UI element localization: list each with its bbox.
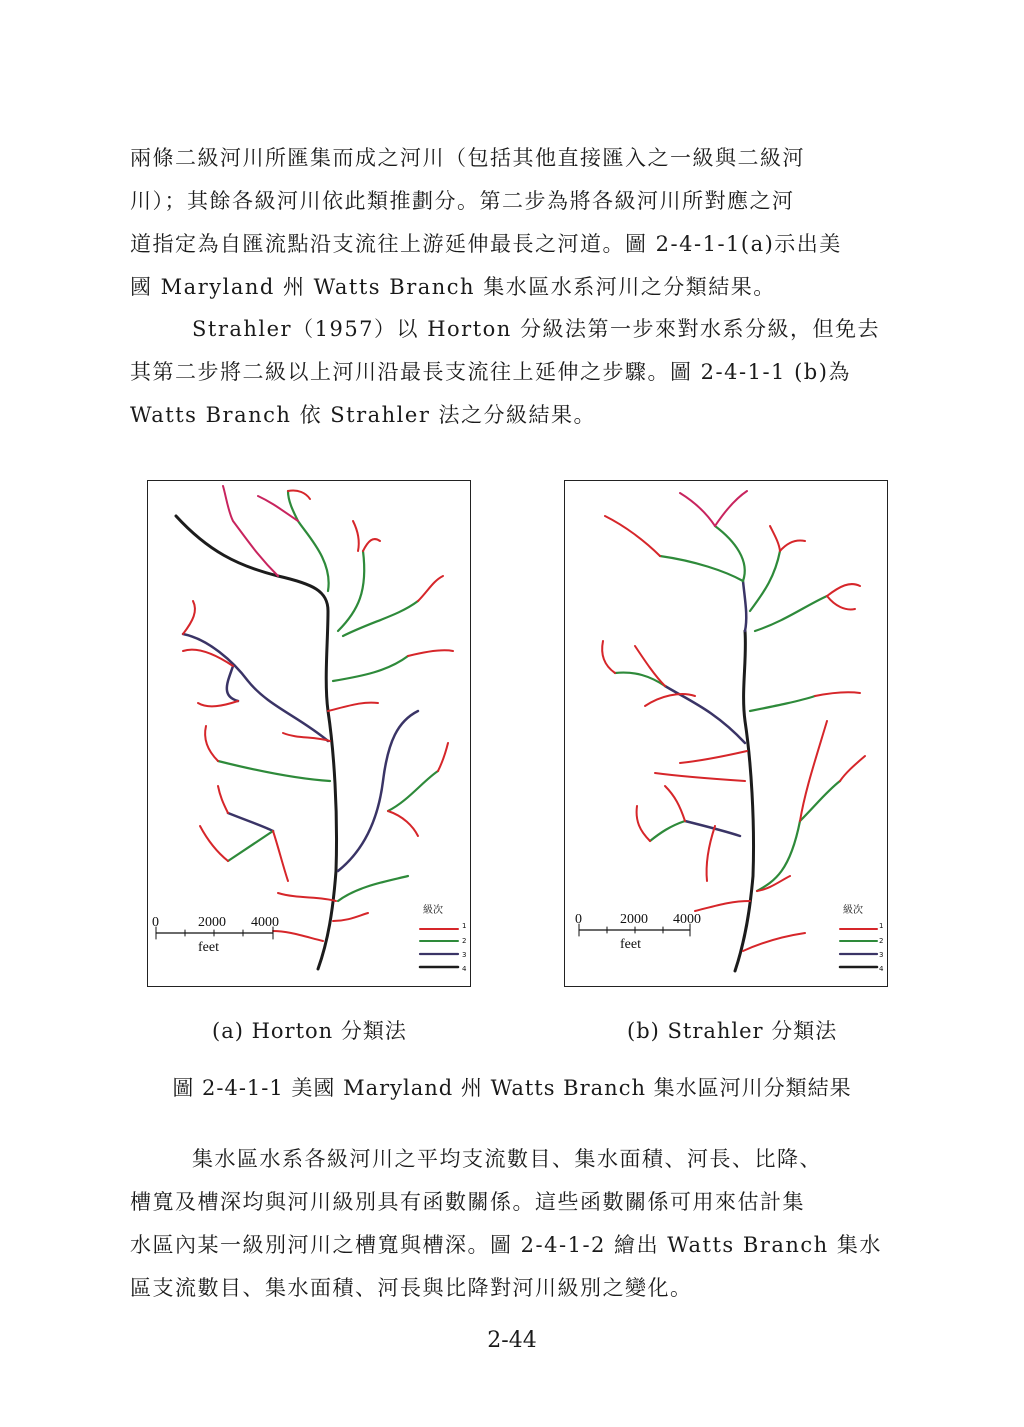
page-number: 2-44 xyxy=(487,1328,537,1353)
paragraph-line: 槽寬及槽深均與河川級別具有函數關係。這些函數關係可用來估計集 xyxy=(130,1190,805,1214)
scale-unit: feet xyxy=(620,937,641,952)
stream-order-1 xyxy=(288,490,310,499)
stream-order-1 xyxy=(602,641,615,673)
stream-order-1 xyxy=(353,521,359,551)
stream-order-1 xyxy=(273,931,323,941)
stream-order-2 xyxy=(388,771,438,811)
stream-order-1 xyxy=(363,539,380,551)
stream-order-1 xyxy=(183,601,195,634)
stream-order-2 xyxy=(650,821,685,841)
stream-order-3 xyxy=(743,581,746,631)
paragraph-line: 水區內某一級別河川之槽寬與槽深。圖 2-4-1-2 繪出 Watts Branch 集水 xyxy=(130,1233,882,1257)
stream-order-2 xyxy=(343,601,418,636)
legend-label: 2 xyxy=(879,937,884,945)
stream-order-2 xyxy=(338,551,364,631)
paragraph-line: 區支流數目、集水面積、河長與比降對河川級別之變化。 xyxy=(130,1276,693,1300)
subcaption-horton: (a) Horton 分類法 xyxy=(212,1019,407,1043)
stream-order-1 xyxy=(200,826,228,861)
legend-label: 2 xyxy=(462,937,467,945)
stream-order-1 xyxy=(333,913,368,921)
stream-order-2 xyxy=(333,656,408,681)
stream-order-1 xyxy=(715,491,747,526)
stream-order-1 xyxy=(635,646,665,686)
paragraph-3 xyxy=(130,1138,900,1310)
stream-order-3 xyxy=(338,711,418,871)
stream-order-1 xyxy=(408,650,453,656)
scale-label: 0 xyxy=(575,912,582,927)
stream-order-1 xyxy=(388,811,418,836)
figure-caption: 圖 2-4-1-1 美國 Maryland 州 Watts Branch 集水區河川分類結果 xyxy=(172,1076,852,1100)
stream-order-2 xyxy=(660,556,743,581)
legend-label: 1 xyxy=(462,922,467,930)
stream-order-1 xyxy=(637,806,650,841)
stream-order-3 xyxy=(183,634,328,741)
stream-order-1 xyxy=(273,831,288,881)
stream-order-1 xyxy=(695,901,750,911)
stream-order-1 xyxy=(605,516,660,556)
stream-order-1 xyxy=(655,773,745,781)
paragraph-line: Strahler（1957）以 Horton 分級法第一步來對水系分級，但免去 xyxy=(192,317,880,341)
stream-order-1 xyxy=(770,526,780,551)
legend-label: 4 xyxy=(879,965,884,973)
stream-order-4 xyxy=(176,516,337,969)
stream-order-2 xyxy=(288,491,329,591)
stream-order-2 xyxy=(750,696,815,711)
stream-order-2 xyxy=(750,551,780,611)
stream-order-1 xyxy=(218,786,228,813)
stream-order-1 xyxy=(827,584,860,596)
stream-order-2 xyxy=(755,596,827,631)
stream-order-2 xyxy=(228,831,273,861)
legend-label: 3 xyxy=(879,951,884,959)
paragraph-2 xyxy=(130,308,900,437)
paragraph-line: 其第二步將二級以上河川沿最長支流往上延伸之步驟。圖 2-4-1-1 (b)為 xyxy=(130,360,851,384)
stream-order-2 xyxy=(800,781,840,821)
paragraph-line: 道指定為自匯流點沿支流往上游延伸最長之河道。圖 2-4-1-1(a)示出美 xyxy=(130,232,842,256)
subcaption-strahler: (b) Strahler 分類法 xyxy=(627,1019,838,1043)
scale-label: 2000 xyxy=(198,915,226,930)
legend-title: 級次 xyxy=(423,905,443,916)
stream-order-1 xyxy=(815,692,860,696)
stream-order-1 xyxy=(665,786,685,821)
scale-label: 0 xyxy=(152,915,159,930)
stream-order-1 xyxy=(205,726,218,761)
paragraph-line: 兩條二級河川所匯集而成之河川（包括其他直接匯入之一級與二級河 xyxy=(130,146,805,170)
paragraph-line: 國 Maryland 州 Watts Branch 集水區水系河川之分類結果。 xyxy=(130,275,776,299)
stream-order-1 xyxy=(707,826,715,881)
stream-order-2 xyxy=(218,761,330,781)
stream-order-1 xyxy=(328,703,378,711)
stream-order-1 xyxy=(438,743,448,771)
paragraph-line: 集水區水系各級河川之平均支流數目、集水面積、河長、比降、 xyxy=(192,1147,822,1171)
stream-order-2 xyxy=(338,876,408,901)
stream-order-2 xyxy=(715,526,745,581)
legend-label: 3 xyxy=(462,951,467,959)
stream-order-3 xyxy=(227,666,238,701)
stream-order-1 xyxy=(198,701,238,706)
stream-order-2 xyxy=(615,673,665,686)
stream-network-map-strahler xyxy=(565,481,887,986)
legend-label: 4 xyxy=(462,965,467,973)
stream-order-1 xyxy=(780,540,805,551)
legend-title: 級次 xyxy=(843,905,863,916)
stream-order-1 xyxy=(840,756,865,781)
figure-panel-horton xyxy=(147,480,471,987)
stream-network-map-horton xyxy=(148,481,470,986)
stream-order-1 xyxy=(680,493,715,526)
stream-order-4 xyxy=(735,631,754,971)
scale-label: 4000 xyxy=(251,915,279,930)
stream-order-1 xyxy=(418,576,443,601)
scale-label: 4000 xyxy=(673,912,701,927)
stream-order-2 xyxy=(757,821,800,891)
paragraph-line: Watts Branch 依 Strahler 法之分級結果。 xyxy=(130,403,597,427)
stream-order-3 xyxy=(228,813,273,831)
paragraph-1 xyxy=(130,137,900,309)
stream-order-1 xyxy=(223,486,278,576)
stream-order-1 xyxy=(827,596,855,609)
stream-order-1 xyxy=(278,893,336,901)
legend-label: 1 xyxy=(879,922,884,930)
scale-label: 2000 xyxy=(620,912,648,927)
paragraph-line: 川）；其餘各級河川依此類推劃分。第二步為將各級河川所對應之河 xyxy=(130,189,795,213)
scale-unit: feet xyxy=(198,940,219,955)
stream-order-1 xyxy=(680,751,747,763)
figure-panel-strahler xyxy=(564,480,888,987)
stream-order-1 xyxy=(743,933,805,951)
